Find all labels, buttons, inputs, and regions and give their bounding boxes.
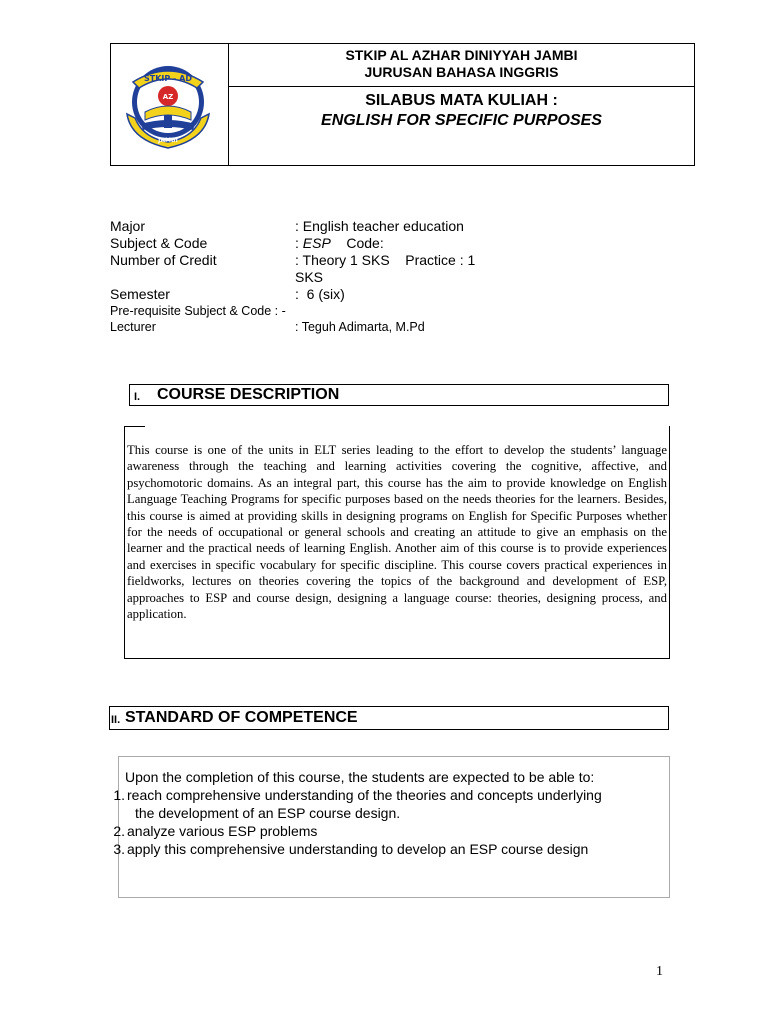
- logo-center-text: AZ: [162, 93, 174, 101]
- major-label: Major: [110, 218, 146, 234]
- competence-item: [110, 786, 670, 804]
- subject-value-group: [295, 235, 515, 252]
- credit-value: : Theory 1 SKS Practice : 1: [295, 252, 476, 268]
- lecturer-value: : Teguh Adimarta, M.Pd: [295, 320, 425, 334]
- competence-item-text: reach comprehensive understanding of the theories and concepts underlying: [127, 787, 602, 803]
- competence-intro: Upon the completion of this course, the students are expected to be able to:: [125, 769, 595, 785]
- page-number: 1: [656, 964, 663, 979]
- prereq-label: Pre-requisite Subject & Code : -: [110, 304, 286, 318]
- section-2-title: STANDARD OF COMPETENCE: [125, 709, 358, 726]
- institution-name: STKIP AL AZHAR DINIYYAH JAMBI: [345, 47, 578, 63]
- competence-item-text: apply this comprehensive understanding to develop an ESP course design: [127, 841, 589, 857]
- semester-row: [110, 286, 530, 303]
- competence-item-number: 3.: [113, 841, 125, 857]
- lecturer-row: [110, 319, 530, 335]
- lecturer-label: Lecturer: [110, 320, 156, 334]
- competence-item-continuation: the development of an ESP course design.: [135, 805, 401, 821]
- course-name: ENGLISH FOR SPECIFIC PURPOSES: [321, 112, 602, 129]
- credit-label: Number of Credit: [110, 252, 217, 268]
- institution-cell: [229, 44, 694, 87]
- credit-value-cont: SKS: [295, 269, 324, 285]
- prereq-row: [110, 303, 530, 319]
- section-2-number: II.: [111, 714, 121, 726]
- section-1-heading: [129, 384, 669, 406]
- competence-content: [110, 768, 670, 858]
- course-description-text: This course is one of the units in ELT series leading to the effort to develop the students’ language awareness through the teaching and learning activities covering the cognitive, affective, and psychomotoric domains. As an integral part, this course has the aim to provide knowledge on English Language Teaching Programs for specific purposes based on the needs theories for the learners. Besides, this course is aimed at providing skills in designing programs on English for Specific Purposes whether for the needs of occupational or general schools and creating an attitude to give an emphasis on the learner and the practical needs of learning English. Another aim of this course is to provide experiences and exercises in specific vocabulary for specific discipline. This course covers practical experiences in fieldworks, lectures on theories covering the topics of the background and development of ESP, approaches to ESP and course design, designing a language course: theories, designing process, and application.: [127, 443, 667, 622]
- subject-code: Code:: [346, 235, 384, 251]
- department-name: JURUSAN BAHASA INGGRIS: [364, 64, 559, 80]
- title-cell: [229, 87, 694, 165]
- syllabus-title: SILABUS MATA KULIAH :: [365, 92, 558, 109]
- credit-row: [110, 252, 530, 269]
- semester-label: Semester: [110, 286, 170, 302]
- header-table: [110, 43, 695, 166]
- section-1-number: I.: [134, 391, 141, 403]
- competence-item-number: 2.: [113, 823, 125, 839]
- major-value: : English teacher education: [295, 218, 464, 234]
- competence-item-number: 1.: [113, 787, 125, 803]
- subject-row: [110, 235, 530, 252]
- semester-value: : 6 (six): [295, 286, 345, 302]
- subject-label: Subject & Code: [110, 235, 208, 251]
- course-info: [110, 218, 530, 335]
- subject-prefix: :: [295, 235, 303, 251]
- section-2-heading: [109, 706, 669, 730]
- credit-cont-row: [110, 269, 530, 286]
- competence-item-text: analyze various ESP problems: [127, 823, 318, 839]
- section-1-title: COURSE DESCRIPTION: [157, 386, 340, 403]
- competence-item: [110, 822, 670, 840]
- logo-bottom-text: JAMBI: [158, 137, 178, 144]
- major-row: [110, 218, 530, 235]
- competence-item: [110, 840, 670, 858]
- subject-value: ESP: [302, 235, 331, 251]
- institution-logo: [123, 62, 213, 152]
- course-description-box: [124, 426, 670, 659]
- logo-top-text: STKIP - AD: [144, 74, 192, 83]
- logo-cell: [111, 44, 229, 165]
